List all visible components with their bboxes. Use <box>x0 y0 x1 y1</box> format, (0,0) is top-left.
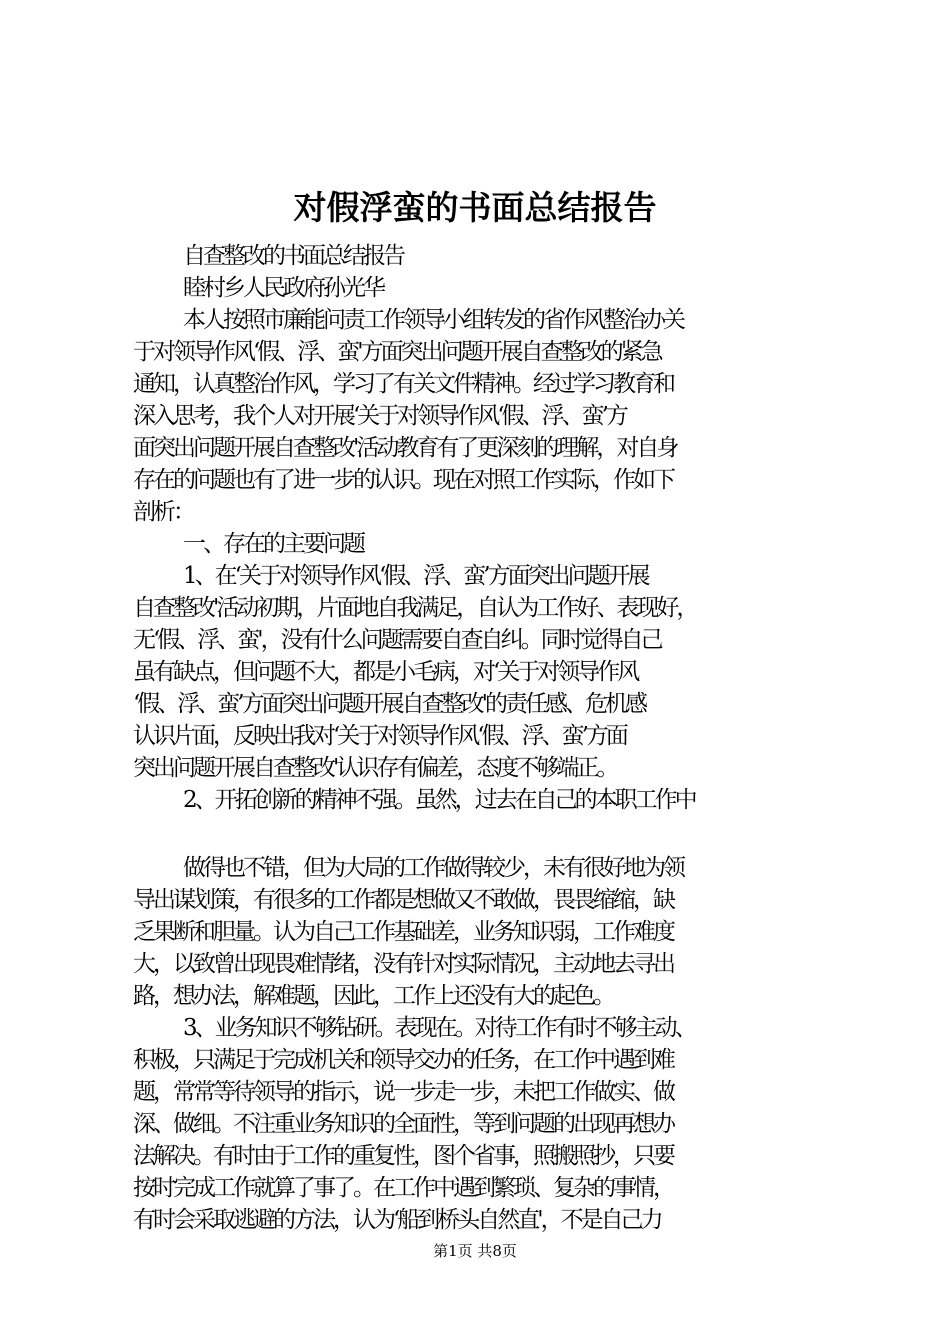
body-line: 无‘假、浮、蛮'，没有什么问题需要自查自纠。同时觉得自己 <box>133 627 661 653</box>
body-line: 突出问题开展自查整改'认识存有偏差，态度不够端正。 <box>133 755 617 781</box>
body-line: 2、开拓创新的精神不强。虽然，过去在自己的本职工作中 <box>183 787 695 813</box>
page-number: 第1页 共8页 <box>433 1242 517 1260</box>
body-line: 自查整改的书面总结报告 <box>183 243 403 269</box>
body-line: 3、业务知识不够钻研。表现在。对待工作有时不够主动、 <box>183 1015 695 1041</box>
body-line: 题，常常等待领导的指示，说一步走一步，未把工作做实、做 <box>133 1079 673 1105</box>
section-heading: 一、存在的主要问题 <box>183 531 363 557</box>
body-line: 剖析： <box>133 499 193 525</box>
body-line: 于对领导作风‘假、浮、蛮'方面突出问题开展自查整改的紧急 <box>133 339 661 365</box>
body-line: 深入思考，我个人对开展‘关于对领导作风‘假、浮、蛮’方 <box>133 403 626 429</box>
body-line: 按时完成工作就算了事了。在工作中遇到繁琐、复杂的事情， <box>133 1175 673 1201</box>
body-line: 自查整改'活动初期，片面地自我满足，自认为工作好、表现好， <box>133 595 697 621</box>
body-line: 路，想办法，解难题，因此，工作上还没有大的起色。 <box>133 983 613 1009</box>
body-line: 深、做细。不注重业务知识的全面性，等到问题的出现再想办 <box>133 1111 673 1137</box>
body-line: ‘假、浮、蛮’方面突出问题开展自查整改'的责任感、危机感 <box>133 691 645 717</box>
body-line: 认识片面，反映出我对‘关于对领导作风‘假、浮、蛮’方面 <box>133 723 626 749</box>
body-line: 有时会采取逃避的方法，认为‘船到桥头自然直'，不是自己力 <box>133 1207 661 1233</box>
body-line: 虽有缺点，但问题不大，都是小毛病，对‘关于对领导作风 <box>133 659 638 685</box>
body-line: 乏果断和胆量。认为自己工作基础差，业务知识弱，工作难度 <box>133 919 673 945</box>
document-title: 对假浮蛮的书面总结报告 <box>293 188 657 227</box>
body-line: 睦村乡人民政府孙光华 <box>183 275 383 301</box>
body-line: 存在的问题也有了进一步的认识。现在对照工作实际，作如下 <box>133 467 673 493</box>
body-line: 积极，只满足于完成机关和领导交办的任务，在工作中遇到难 <box>133 1047 673 1073</box>
body-line: 大，以致曾出现畏难情绪，没有针对实际情况，主动地去寻出 <box>133 951 673 977</box>
body-line: 通知，认真整治作风，学习了有关文件精神。经过学习教育和 <box>133 371 673 397</box>
body-line: 导出谋划策，有很多的工作都是想做又不敢做，畏畏缩缩，缺 <box>133 887 673 913</box>
body-line: 面突出问题开展自查整改'活动教育有了更深刻的理解，对自身 <box>133 435 677 461</box>
body-line: 1、在‘关于对领导作风‘假、浮、蛮’方面突出问题开展 <box>183 563 648 589</box>
body-line: 法解决。有时由于工作的重复性，图个省事，照搬照抄，只要 <box>133 1143 673 1169</box>
body-line: 做得也不错，但为大局的工作做得较少，未有很好地为领 <box>183 855 683 881</box>
body-line: 本人按照市廉能问责工作领导小组转发的省作风整治办关 <box>183 307 683 333</box>
